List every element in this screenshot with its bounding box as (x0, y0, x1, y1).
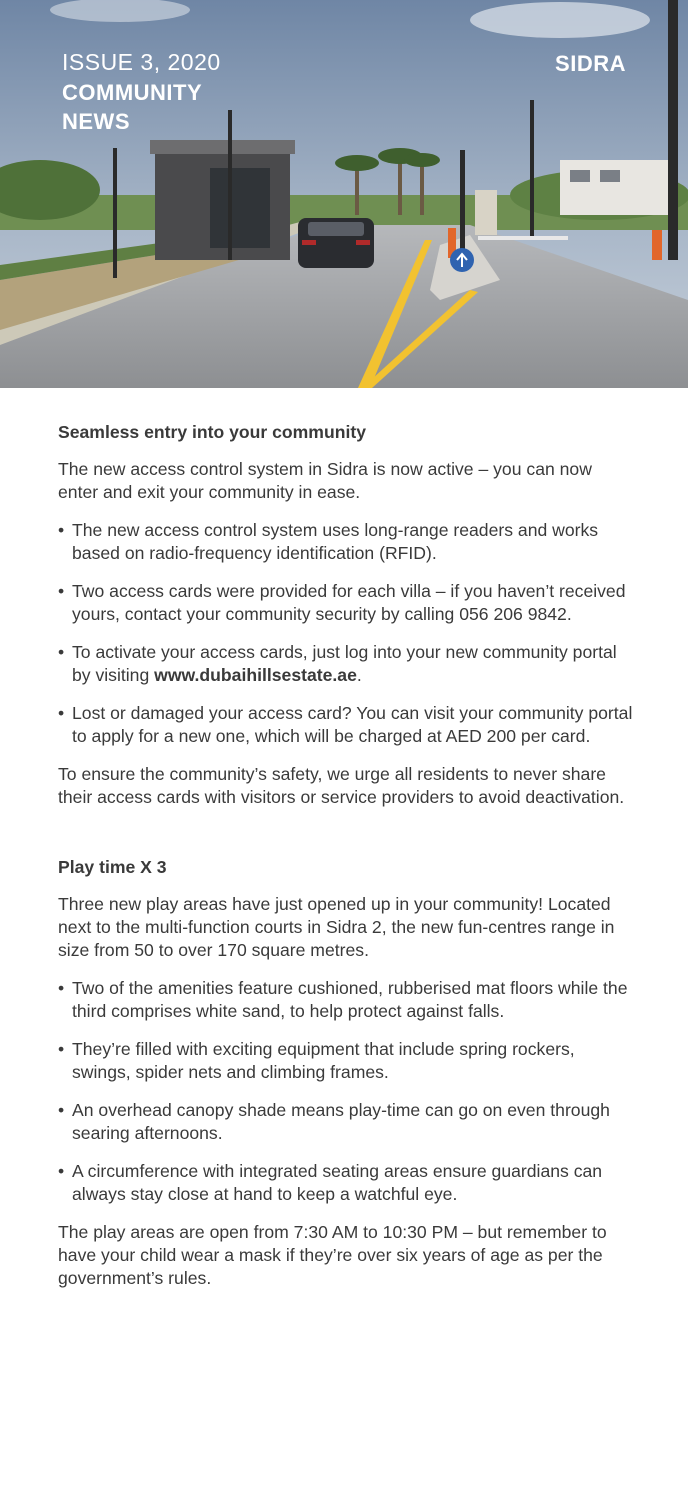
section-spacer (58, 824, 636, 856)
list-item: • Two access cards were provided for each villa – if you haven’t received yours, contact your community security by calling 056 206 9842. (58, 580, 636, 626)
section-heading-access: Seamless entry into your community (58, 422, 366, 442)
link-suffix: . (356, 665, 362, 685)
brand-logo-text: SIDRA (555, 51, 626, 76)
title-line-2: NEWS (62, 109, 130, 134)
playtime-outro: The play areas are open from 7:30 AM to 10:30 PM – but remember to have your child wear a mask if they’re over six years of age as per the government’s rules. (58, 1222, 607, 1288)
newsletter-title (62, 78, 202, 136)
access-bullet-list (58, 519, 636, 748)
playtime-bullet-list (58, 977, 636, 1206)
list-item: • A circumference with integrated seating areas ensure guardians can always stay close at hand to keep a watchful eye. (58, 1160, 636, 1206)
article-body (58, 421, 636, 1305)
list-item (58, 641, 636, 687)
hero-banner (0, 0, 688, 388)
title-line-1: COMMUNITY (62, 80, 203, 105)
list-item: • An overhead canopy shade means play-time can go on even through searing afternoons. (58, 1099, 636, 1145)
playtime-intro: Three new play areas have just opened up in your community! Located next to the multi-function courts in Sidra 2, the new fun-centres range in size from 50 to over 170 square metres. (58, 894, 615, 960)
section-heading-playtime: Play time X 3 (58, 857, 167, 877)
list-item-text: To activate your access cards, just log into your new community portal by visiting (72, 642, 617, 685)
issue-label: ISSUE 3, 2020 (62, 49, 221, 75)
access-outro: To ensure the community’s safety, we urge all residents to never share their access cards with visitors or service providers to avoid deactivation. (58, 764, 625, 807)
list-item: • They’re filled with exciting equipment that include spring rockers, swings, spider nets and climbing frames. (58, 1038, 636, 1084)
access-intro: The new access control system in Sidra is now active – you can now enter and exit your community in ease. (58, 459, 592, 502)
list-item: • Lost or damaged your access card? You can visit your community portal to apply for a new one, which will be charged at AED 200 per card. (58, 702, 636, 748)
list-item: • Two of the amenities feature cushioned, rubberised mat floors while the third comprises white sand, to help protect against falls. (58, 977, 636, 1023)
portal-link[interactable]: www.dubaihillsestate.ae (154, 665, 357, 685)
list-item: • The new access control system uses long-range readers and works based on radio-frequency identification (RFID). (58, 519, 636, 565)
